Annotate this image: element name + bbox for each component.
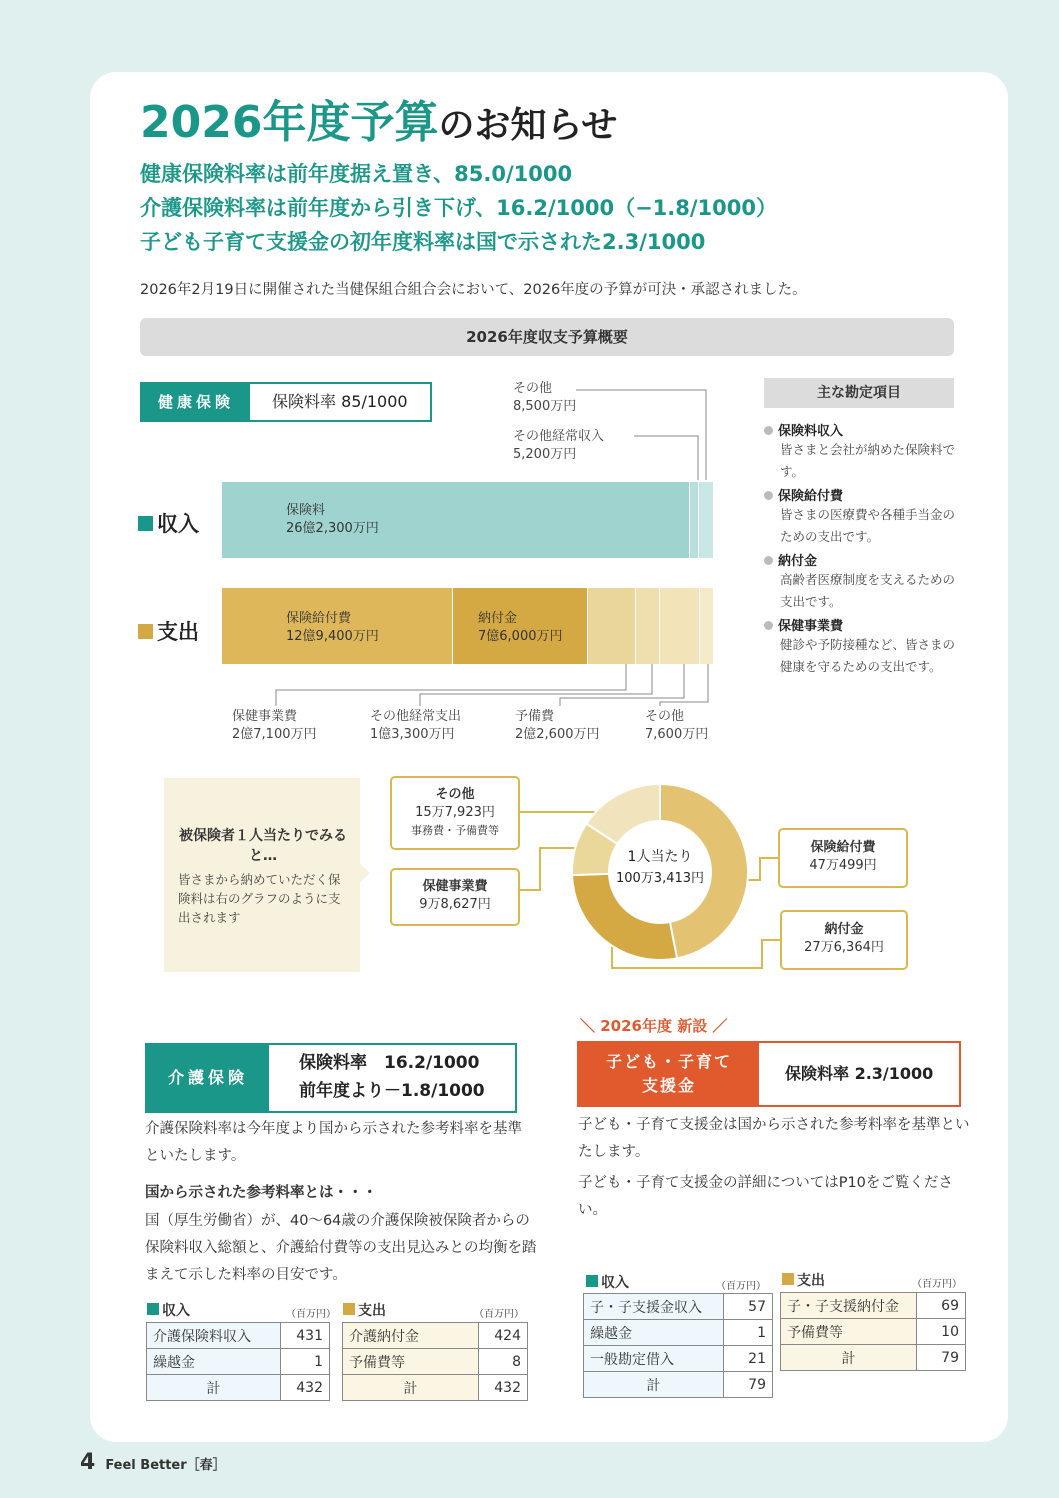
kodomo-income-unit: （百万円） — [716, 1281, 766, 1292]
expense-health-label: 保健事業費 2億7,100万円 — [232, 709, 317, 742]
callout-levy: 納付金 27万6,364円 — [780, 910, 908, 970]
kenko-rate: 保険料率 85/1000 — [250, 384, 430, 420]
donut-center-label: 1人当たり — [627, 849, 693, 865]
headline-1: 健康保険料率は前年度据え置き、85.0/1000 — [140, 162, 573, 186]
donut-center-value: 100万3,413円 — [615, 871, 705, 886]
kaigo-expense-caption: 支出 — [343, 1300, 386, 1320]
footer — [80, 1450, 226, 1475]
expense-reserve-label: 予備費 2億2,600万円 — [515, 709, 600, 742]
new-label: ＼ 2026年度 新設 ／ — [580, 1017, 728, 1035]
kodomo-rate: 保険料率 2.3/1000 — [759, 1043, 959, 1105]
kaigo-expense-table — [342, 1322, 528, 1401]
page-number: 4 — [80, 1450, 96, 1475]
account-item-desc: 皆さまの医療費や各種手当金のための支出です。 — [780, 507, 956, 544]
table-row: 一般勘定借入 21 — [584, 1346, 773, 1372]
table-row: 予備費等 10 — [781, 1319, 966, 1345]
title-main: 2026年度予算 — [140, 97, 439, 148]
headline-3: 子ども子育て支援金の初年度料率は国で示された2.3/1000 — [140, 230, 706, 254]
table-row: 予備費等 8 — [343, 1349, 528, 1375]
kaigo-expense-unit: （百万円） — [474, 1309, 524, 1320]
kodomo-p1: 子ども・子育て支援金は国から示された参考料率を基準といたします。 — [578, 1117, 970, 1160]
income-bar-text: 保険料 26億2,300万円 — [286, 503, 379, 536]
account-item-title: 保険料収入 — [764, 420, 960, 439]
intro-text: 2026年2月19日に開催された当健保組合組合会において、2026年度の予算が可決・承認されました。 — [140, 282, 807, 298]
kaigo-income-table — [146, 1322, 330, 1401]
kodomo-p2: 子ども・子育て支援金の詳細についてはP10をご覧ください。 — [578, 1175, 953, 1218]
kaigo-tag-label: 介護保険 — [147, 1045, 269, 1111]
kodomo-expense-unit: （百万円） — [912, 1279, 962, 1290]
table-row: 繰越金 1 — [147, 1349, 330, 1375]
kenko-tag-label: 健康保険 — [142, 384, 250, 420]
expense-other-regular-label: その他経常支出 1億3,300万円 — [370, 709, 462, 742]
income-other-label: その他 8,500万円 — [513, 381, 577, 414]
kaigo-income-caption: 収入 — [147, 1300, 190, 1320]
kodomo-expense-table — [780, 1292, 966, 1371]
account-item-desc: 高齢者医療制度を支えるための支出です。 — [780, 572, 956, 609]
section-title: 2026年度収支予算概要 — [140, 318, 954, 356]
accounts-title: 主な勘定項目 — [764, 378, 954, 408]
expense-row-label: 支出 — [138, 616, 199, 646]
kaigo-p1: 介護保険料率は今年度より国から示された参考料率を基準といたします。 — [145, 1121, 522, 1164]
expense-levy-text: 納付金 7億6,000万円 — [478, 611, 563, 644]
kodomo-tag-label: 子ども・子育て 支援金 — [579, 1043, 759, 1105]
callout-benefit: 保険給付費 47万499円 — [778, 828, 908, 888]
account-item-title: 保険給付費 — [764, 485, 960, 504]
table-row: 計 432 — [343, 1375, 528, 1401]
table-row: 繰越金 1 — [584, 1320, 773, 1346]
table-row: 計 432 — [147, 1375, 330, 1401]
note-title: 被保険者１人当たりでみると… — [179, 828, 347, 864]
table-row: 介護納付金 424 — [343, 1323, 528, 1349]
callout-other: その他 15万7,923円 事務費・予備費等 — [390, 776, 520, 850]
donut-center — [600, 846, 720, 890]
expense-benefit-text: 保険給付費 12億9,400万円 — [286, 611, 379, 644]
kaigo-p2: 国（厚生労働省）が、40～64歳の介護保険被保険者からの保険料収入総額と、介護給付費等の支出見込みとの均衡を踏まえて示した料率の目安です。 — [145, 1213, 537, 1283]
table-row: 計 79 — [781, 1345, 966, 1371]
account-item-title: 保健事業費 — [764, 615, 960, 634]
title-sub: のお知らせ — [438, 105, 618, 146]
kaigo-income-unit: （百万円） — [286, 1309, 336, 1320]
income-other-regular-label: その他経常収入 5,200万円 — [513, 429, 605, 462]
kodomo-tag — [577, 1041, 961, 1107]
table-row: 計 79 — [584, 1372, 773, 1398]
kaigo-rate: 保険料率 16.2/1000 前年度より－1.8/1000 — [269, 1045, 515, 1111]
account-item-title: 納付金 — [764, 550, 960, 569]
table-row: 子・子支援納付金 69 — [781, 1293, 966, 1319]
kodomo-income-table — [583, 1293, 773, 1398]
note-text: 皆さまから納めていただく保険料は右のグラフのように支出されます — [178, 872, 341, 925]
account-item-desc: 健診や予防接種など、皆さまの健康を守るための支出です。 — [780, 637, 956, 674]
table-row: 介護保険料収入 431 — [147, 1323, 330, 1349]
headline-2: 介護保険料率は前年度から引き下げ、16.2/1000（−1.8/1000） — [140, 196, 778, 220]
expense-other-label: その他 7,600万円 — [645, 709, 709, 742]
kodomo-income-caption: 収入 — [586, 1272, 629, 1292]
kodomo-expense-caption: 支出 — [782, 1270, 825, 1290]
kaigo-tag — [145, 1043, 517, 1113]
kaigo-p2-title: 国から示された参考料率とは・・・ — [145, 1185, 377, 1201]
income-row-label: 収入 — [138, 508, 199, 538]
brand: Feel Better［春］ — [105, 1458, 226, 1473]
callout-health: 保健事業費 9万8,627円 — [390, 868, 520, 926]
table-row: 子・子支援金収入 57 — [584, 1294, 773, 1320]
account-item-desc: 皆さまと会社が納めた保険料です。 — [780, 442, 956, 479]
